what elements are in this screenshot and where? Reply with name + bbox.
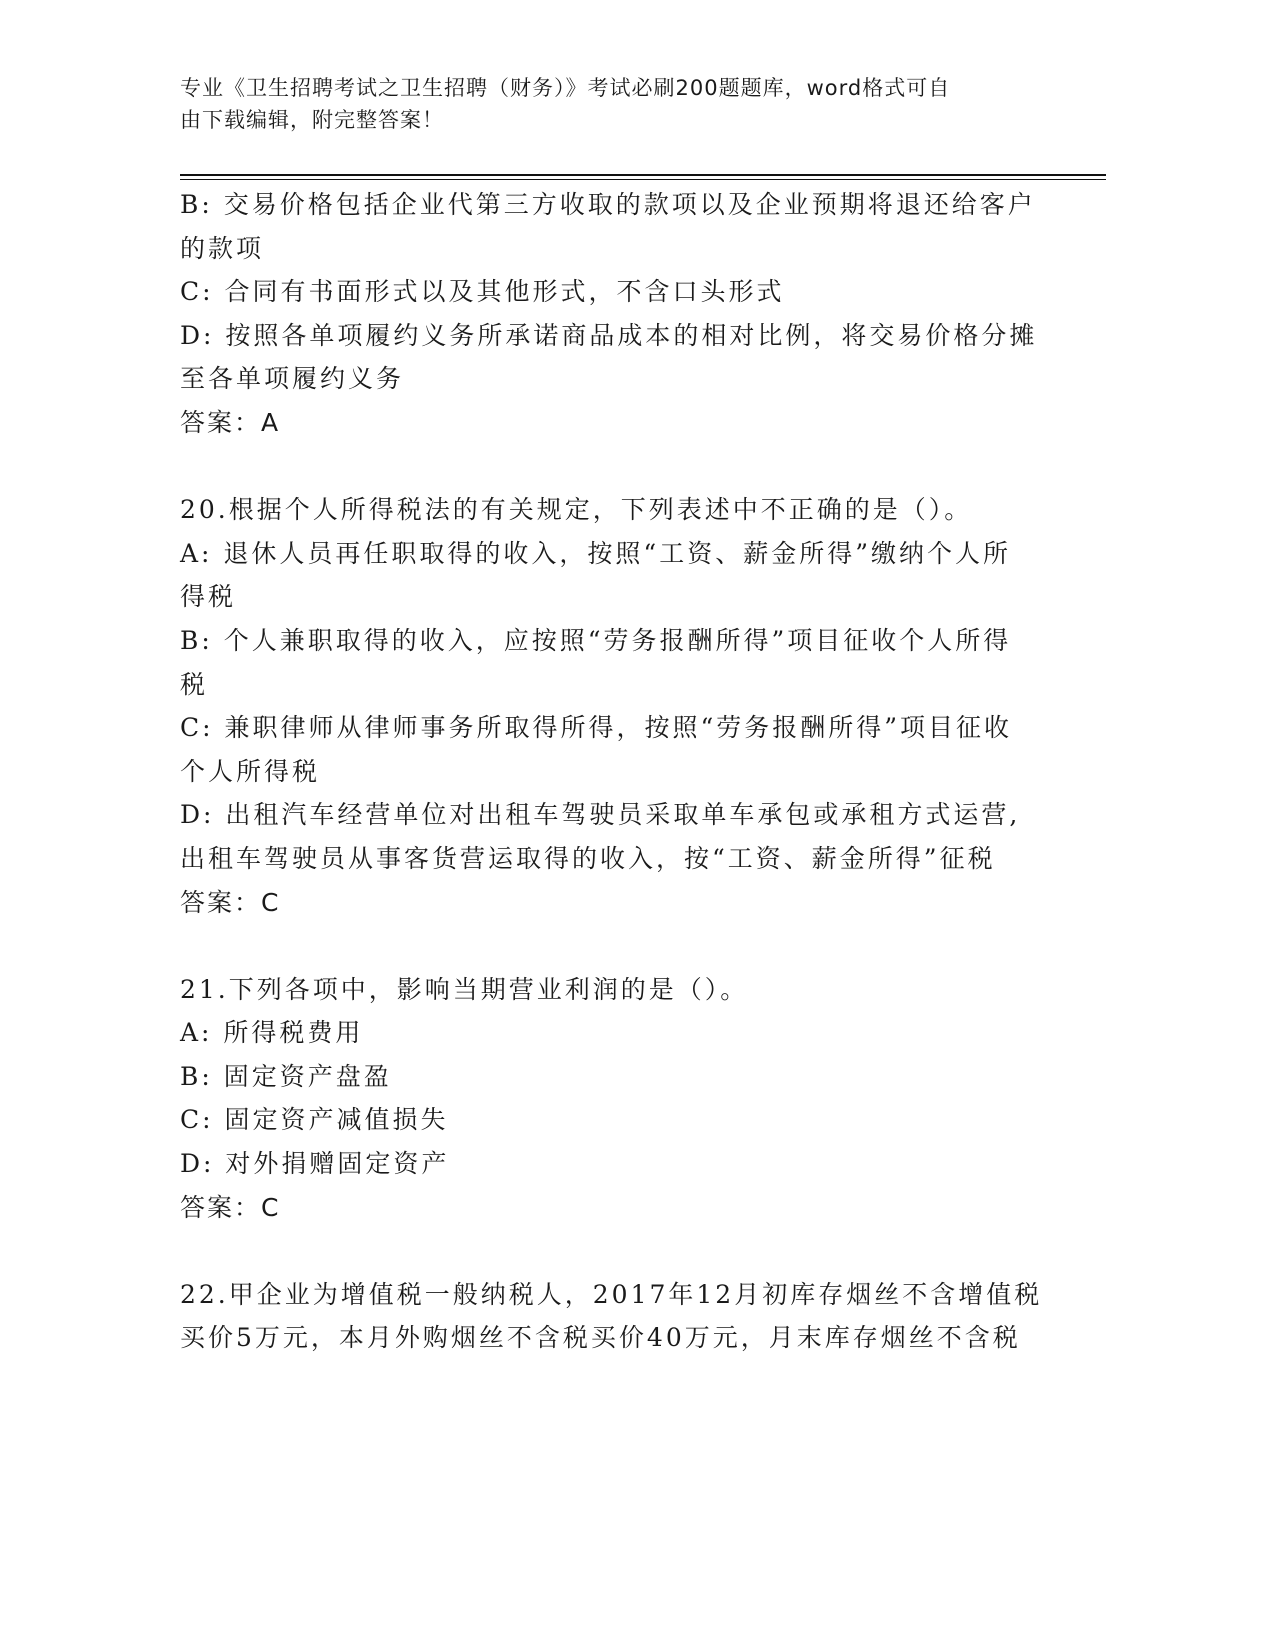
option-c: C: 合同有书面形式以及其他形式，不含口头形式 bbox=[180, 277, 785, 307]
question-text: 20.根据个人所得税法的有关规定，下列表述中不正确的是（）。 bbox=[180, 495, 973, 525]
document-header bbox=[180, 72, 1040, 136]
option-c-continued: 个人所得税 bbox=[180, 756, 321, 786]
option-a-continued: 得税 bbox=[180, 582, 237, 612]
header-line-2: 由下载编辑，附完整答案！ bbox=[180, 108, 444, 132]
option-b-continued: 税 bbox=[180, 669, 209, 699]
option-c: C: 固定资产减值损失 bbox=[180, 1105, 449, 1135]
document-body bbox=[180, 183, 1043, 1360]
option-a: A: 所得税费用 bbox=[180, 1018, 364, 1048]
header-divider-thin bbox=[180, 179, 1106, 180]
question-text: 21.下列各项中，影响当期营业利润的是（）。 bbox=[180, 974, 749, 1004]
option-d-continued: 出租车驾驶员从事客货营运取得的收入，按“工资、薪金所得”征税 bbox=[180, 843, 996, 873]
question-19-block bbox=[180, 183, 1040, 445]
question-21-block bbox=[180, 968, 1040, 1230]
option-b: B: 交易价格包括企业代第三方收取的款项以及企业预期将退还给客户 bbox=[180, 190, 1036, 219]
option-d: D: 按照各单项履约义务所承诺商品成本的相对比例，将交易价格分摊 bbox=[180, 320, 1038, 350]
option-d: D: 对外捐赠固定资产 bbox=[180, 1149, 450, 1179]
option-d-continued: 至各单项履约义务 bbox=[180, 364, 405, 394]
header-divider-thick bbox=[180, 174, 1106, 176]
question-text-continued: 买价5万元，本月外购烟丝不含税买价40万元，月末库存烟丝不含税 bbox=[180, 1323, 1021, 1353]
header-line-1: 专业《卫生招聘考试之卫生招聘（财务）》考试必刷200题题库，word格式可自 bbox=[180, 76, 951, 100]
spacer bbox=[180, 924, 1040, 968]
option-b: B: 固定资产盘盈 bbox=[180, 1061, 392, 1091]
question-text: 22.甲企业为增值税一般纳税人，2017年12月初库存烟丝不含增值税 bbox=[180, 1279, 1043, 1309]
option-b: B: 个人兼职取得的收入，应按照“劳务报酬所得”项目征收个人所得 bbox=[180, 625, 1012, 655]
option-c: C: 兼职律师从律师事务所取得所得，按照“劳务报酬所得”项目征收 bbox=[180, 713, 1013, 743]
answer-line: 答案：C bbox=[180, 887, 281, 917]
spacer bbox=[180, 1229, 1040, 1273]
option-d: D: 出租汽车经营单位对出租车驾驶员采取单车承包或承租方式运营, bbox=[180, 800, 1021, 830]
spacer bbox=[180, 445, 1040, 489]
answer-line: 答案：C bbox=[180, 1192, 281, 1222]
question-22-block bbox=[180, 1273, 1043, 1360]
option-a: A: 退休人员再任职取得的收入，按照“工资、薪金所得”缴纳个人所 bbox=[180, 538, 1011, 568]
option-b-continued: 的款项 bbox=[180, 233, 265, 263]
question-20-block bbox=[180, 488, 1040, 924]
answer-line: 答案：A bbox=[180, 407, 281, 437]
